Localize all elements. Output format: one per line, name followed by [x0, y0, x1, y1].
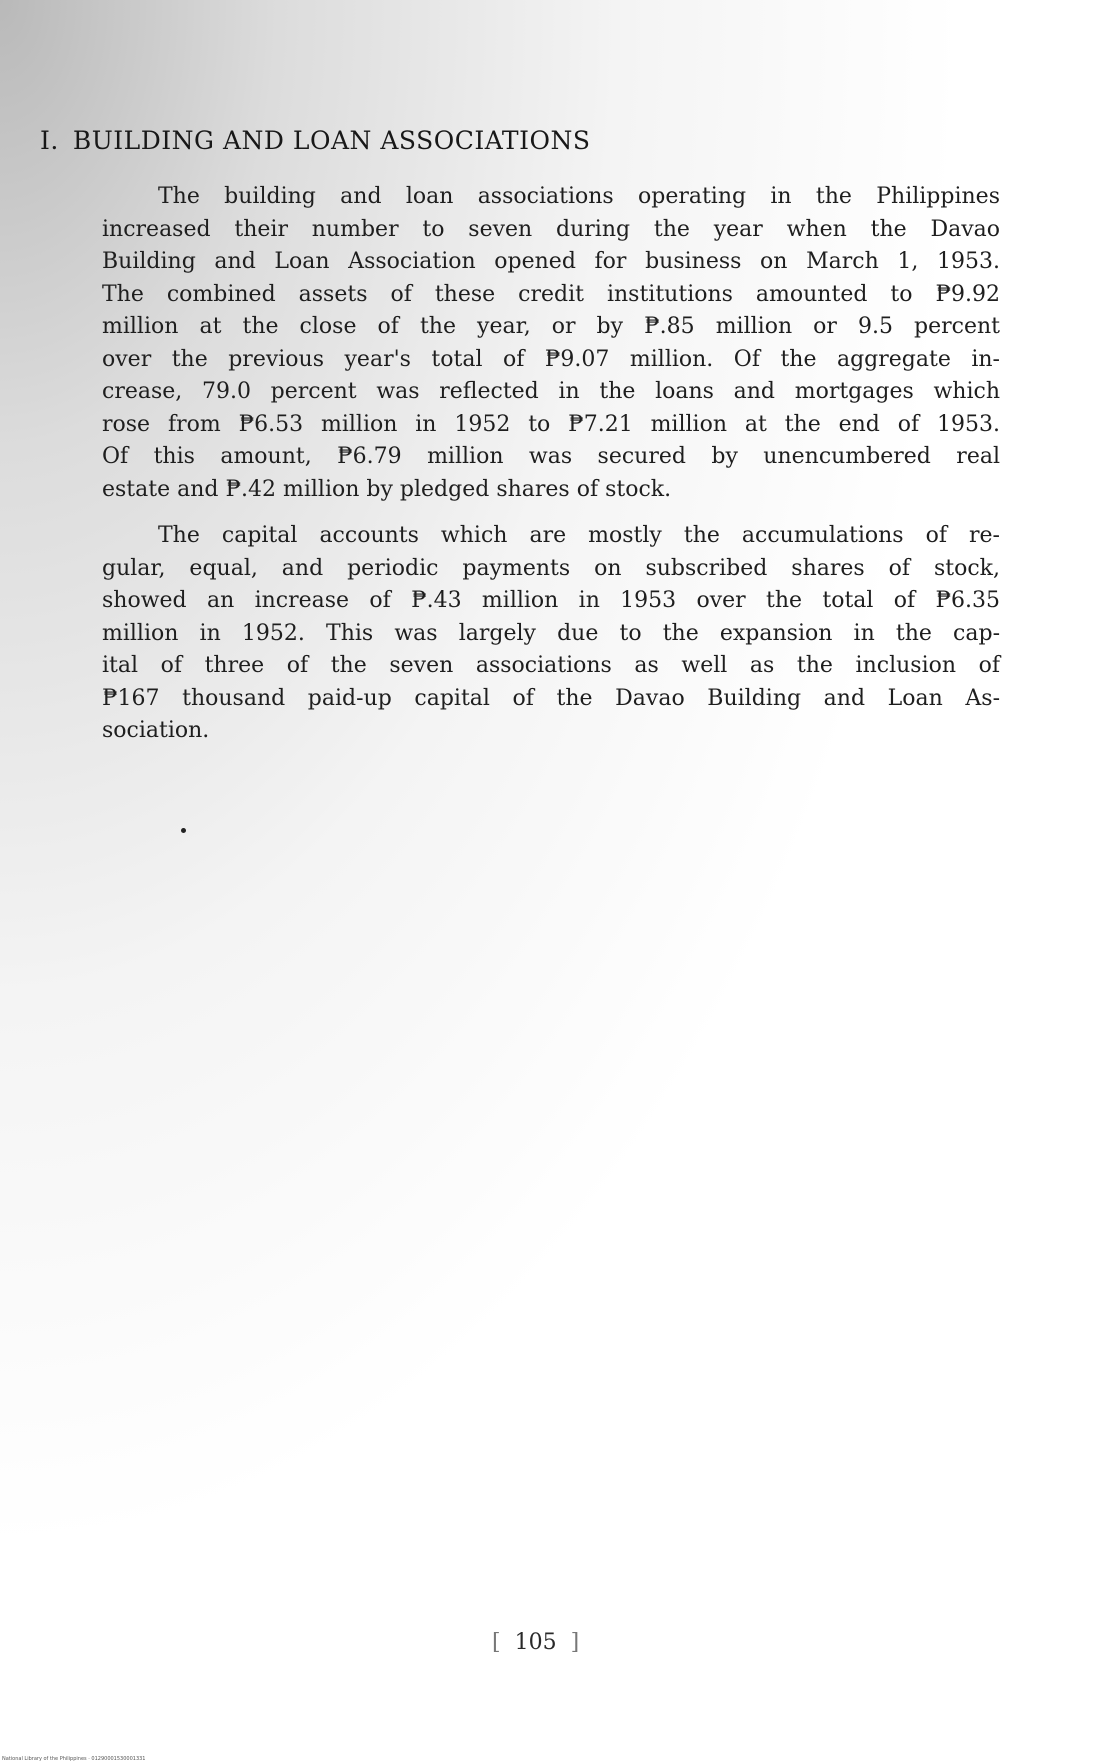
close-bracket: ]: [570, 1630, 580, 1655]
text-line: The building and loan associations operating in the Philippines: [158, 184, 1000, 209]
section-heading: [40, 126, 590, 155]
paragraph-assets: [102, 181, 1000, 506]
paragraph-capital: [102, 520, 1000, 748]
text-line: estate and ₱.42 million by pledged shares of stock.: [102, 476, 672, 502]
text-line: over the previous year's total of ₱9.07 million. Of the aggregate in-: [102, 346, 1000, 372]
text-line: million at the close of the year, or by ₱.85 million or 9.5 percent: [102, 314, 1000, 339]
text-line: showed an increase of ₱.43 million in 1953 over the total of ₱6.35: [102, 588, 1000, 613]
text-line: crease, 79.0 percent was reflected in the loans and mortgages which: [102, 379, 1000, 404]
text-line: rose from ₱6.53 million in 1952 to ₱7.21 million at the end of 1953.: [102, 411, 1000, 437]
text-line: The combined assets of these credit institutions amounted to ₱9.92: [102, 281, 1000, 307]
section-title: BUILDING AND LOAN ASSOCIATIONS: [72, 126, 591, 155]
text-line: million in 1952. This was largely due to the expansion in the cap-: [102, 620, 1000, 646]
text-line: Building and Loan Association opened for business on March 1, 1953.: [102, 249, 1000, 274]
text-line: ital of three of the seven associations as well as the inclusion of: [102, 653, 1000, 678]
section-number: I.: [40, 126, 59, 155]
text-line: Of this amount, ₱6.79 million was secured by unencumbered real: [102, 444, 1000, 469]
stray-dot: [181, 828, 186, 833]
text-line: The capital accounts which are mostly the accumulations of re-: [158, 523, 1000, 548]
text-line: sociation.: [102, 718, 210, 743]
text-line: ₱167 thousand paid-up capital of the Davao Building and Loan As-: [102, 685, 1000, 711]
page-number-value: 105: [514, 1630, 557, 1655]
text-line: increased their number to seven during the year when the Davao: [102, 216, 1000, 242]
open-bracket: [: [492, 1630, 501, 1655]
scan-credit: National Library of the Philippines · 01290001530001331: [2, 1756, 146, 1762]
text-line: gular, equal, and periodic payments on subscribed shares of stock,: [102, 555, 1000, 581]
page-number: [492, 1630, 579, 1655]
